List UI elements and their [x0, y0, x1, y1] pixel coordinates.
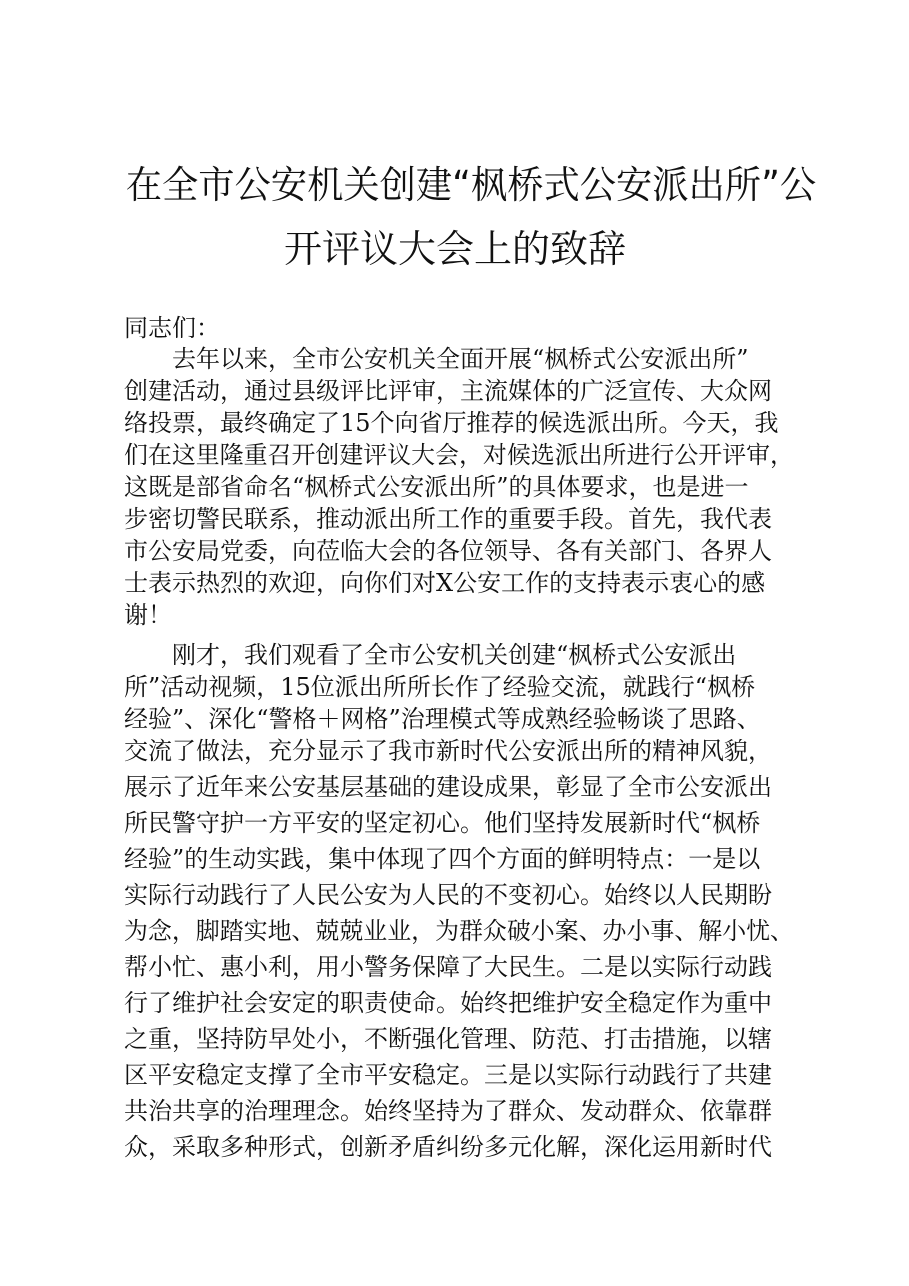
paragraph-2-line-1: 刚才，我们观看了全市公安机关创建“枫桥式公安派出	[172, 641, 737, 669]
paragraph-1-line-6: 步密切警民联系，推动派出所工作的重要手段。首先，我代表	[124, 505, 772, 533]
paragraph-2-line-2: 所”活动视频，15位派出所所长作了经验交流，就践行“枫桥	[124, 673, 756, 701]
paragraph-1-line-9: 谢！	[124, 601, 172, 629]
paragraph-2-line-12: 之重，坚持防早处小，不断强化管理、防范、打击措施，以辖	[124, 1025, 772, 1053]
paragraph-2-line-6: 所民警守护一方平安的坚定初心。他们坚持发展新时代“枫桥	[124, 809, 761, 837]
paragraph-2-line-8: 实际行动践行了人民公安为人民的不变初心。始终以人民期盼	[124, 881, 772, 909]
paragraph-2-line-9: 为念，脚踏实地、兢兢业业，为群众破小案、办小事、解小忧、	[124, 917, 794, 945]
paragraph-1-line-7: 市公安局党委，向莅临大会的各位领导、各有关部门、各界人	[124, 537, 772, 565]
paragraph-2-line-13: 区平安稳定支撑了全市平安稳定。三是以实际行动践行了共建	[124, 1061, 772, 1089]
document-title-line-2: 开评议大会上的致辞	[283, 227, 626, 271]
paragraph-1-line-2: 创建活动，通过县级评比评审，主流媒体的广泛宣传、大众网	[124, 377, 772, 405]
paragraph-1-line-8: 士表示热烈的欢迎，向你们对X公安工作的支持表示衷心的感	[124, 569, 766, 597]
paragraph-1-line-5: 这既是部省命名“枫桥式公安派出所”的具体要求，也是进一	[124, 473, 749, 501]
salutation: 同志们：	[124, 314, 220, 342]
paragraph-2-line-10: 帮小忙、惠小利，用小警务保障了大民生。二是以实际行动践	[124, 953, 772, 981]
paragraph-2-line-5: 展示了近年来公安基层基础的建设成果，彰显了全市公安派出	[124, 773, 772, 801]
paragraph-2-line-3: 经验”、深化“警格＋网格”治理模式等成熟经验畅谈了思路、	[124, 705, 761, 733]
paragraph-1-line-4: 们在这里隆重召开创建评议大会，对候选派出所进行公开评审，	[124, 441, 794, 469]
paragraph-2-line-7: 经验”的生动实践，集中体现了四个方面的鲜明特点：一是以	[124, 845, 761, 873]
paragraph-2-line-4: 交流了做法，充分显示了我市新时代公安派出所的精神风貌，	[124, 737, 772, 765]
paragraph-2-line-14: 共治共享的治理理念。始终坚持为了群众、发动群众、依靠群	[124, 1097, 772, 1125]
document-title-line-1: 在全市公安机关创建“枫桥式公安派出所”公	[125, 163, 817, 207]
paragraph-1-line-1: 去年以来，全市公安机关全面开展“枫桥式公安派出所”	[172, 345, 749, 373]
paragraph-2-line-11: 行了维护社会安定的职责使命。始终把维护安全稳定作为重中	[124, 989, 772, 1017]
paragraph-2-line-15: 众，采取多种形式，创新矛盾纠纷多元化解，深化运用新时代	[124, 1133, 772, 1161]
paragraph-1-line-3: 络投票，最终确定了15个向省厅推荐的候选派出所。今天，我	[124, 409, 779, 437]
